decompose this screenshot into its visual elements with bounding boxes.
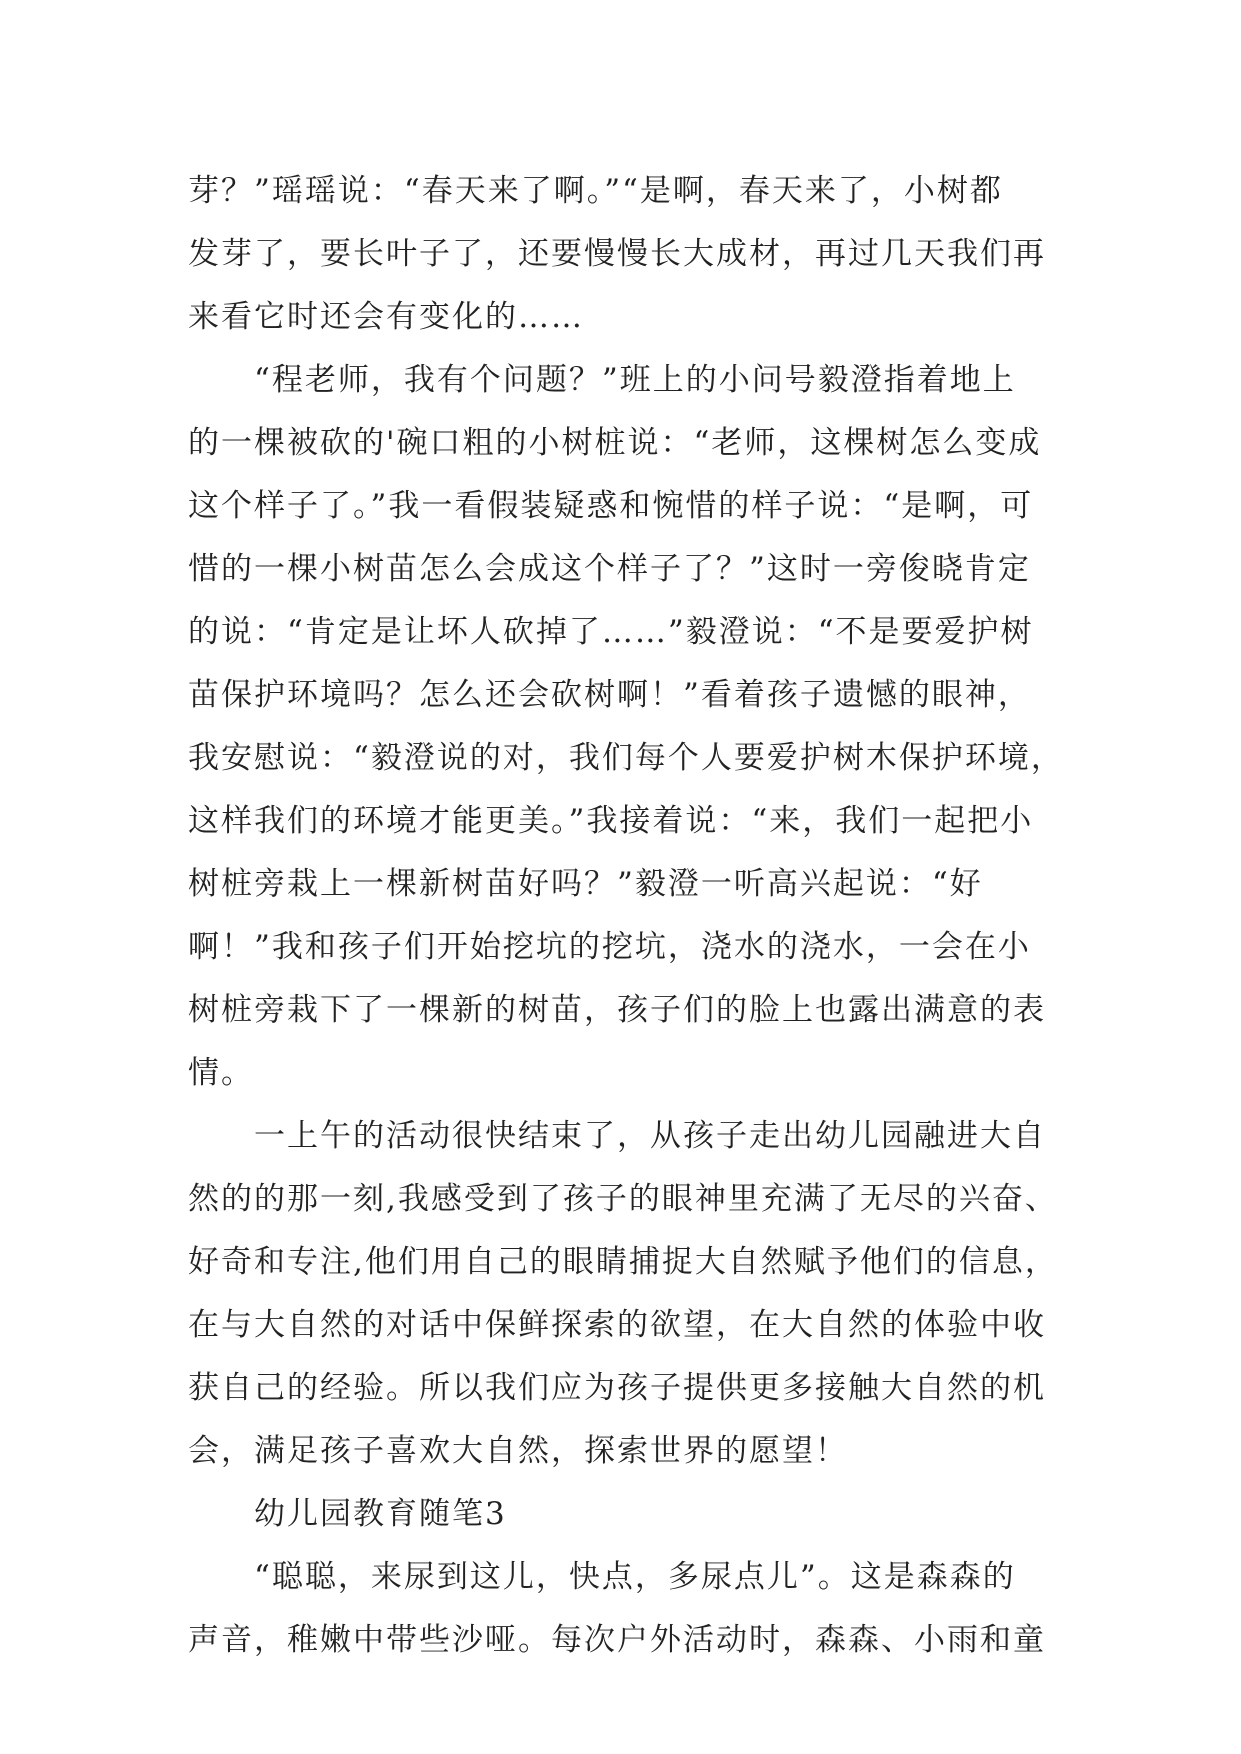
text-line: 获自己的经验。所以我们应为孩子提供更多接触大自然的机 (188, 1370, 1046, 1406)
text-line: 的一棵被砍的'碗口粗的小树桩说：“老师，这棵树怎么变成 (188, 425, 1042, 461)
text-line: 情。 (188, 1055, 254, 1091)
body-text (188, 160, 1068, 1672)
text-line: 发芽了，要长叶子了，还要慢慢长大成材，再过几天我们再 (188, 236, 1046, 272)
text-line: 来看它时还会有变化的…… (188, 299, 584, 335)
text-line: 一上午的活动很快结束了，从孩子走出幼儿园融进大自 (254, 1118, 1046, 1154)
text-line: 我安慰说：“毅澄说的对，我们每个人要爱护树木保护环境， (188, 740, 1064, 776)
text-line: 这样我们的环境才能更美。”我接着说：“来，我们一起把小 (188, 803, 1034, 839)
text-line: 啊！”我和孩子们开始挖坑的挖坑，浇水的浇水，一会在小 (188, 929, 1031, 965)
text-line: 树桩旁栽下了一棵新的树苗，孩子们的脸上也露出满意的表 (188, 992, 1046, 1028)
text-line: 好奇和专注,他们用自己的眼睛捕捉大自然赋予他们的信息， (188, 1244, 1058, 1280)
text-line: 然的的那一刻,我感受到了孩子的眼神里充满了无尽的兴奋、 (188, 1181, 1058, 1217)
text-line: 会，满足孩子喜欢大自然，探索世界的愿望！ (188, 1433, 848, 1469)
text-line: 芽？”瑶瑶说：“春天来了啊。”“是啊，春天来了，小树都 (188, 173, 1003, 209)
text-line: 在与大自然的对话中保鲜探索的欲望，在大自然的体验中收 (188, 1307, 1046, 1343)
text-line: 幼儿园教育随笔3 (254, 1496, 507, 1532)
text-line: “程老师，我有个问题？”班上的小问号毅澄指着地上 (254, 362, 1016, 398)
text-line: “聪聪，来尿到这儿，快点，多尿点儿”。这是森森的 (254, 1559, 1016, 1595)
text-line: 声音，稚嫩中带些沙哑。每次户外活动时，森森、小雨和童 (188, 1622, 1046, 1658)
text-line: 这个样子了。”我一看假装疑惑和惋惜的样子说：“是啊，可 (188, 488, 1034, 524)
text-line: 惜的一棵小树苗怎么会成这个样子了？”这时一旁俊晓肯定 (188, 551, 1031, 587)
text-line: 苗保护环境吗？怎么还会砍树啊！”看着孩子遗憾的眼神， (188, 677, 1031, 713)
text-line: 树桩旁栽上一棵新树苗好吗？”毅澄一听高兴起说：“好 (188, 866, 983, 902)
text-line: 的说：“肯定是让坏人砍掉了……”毅澄说：“不是要爱护树 (188, 614, 1034, 650)
